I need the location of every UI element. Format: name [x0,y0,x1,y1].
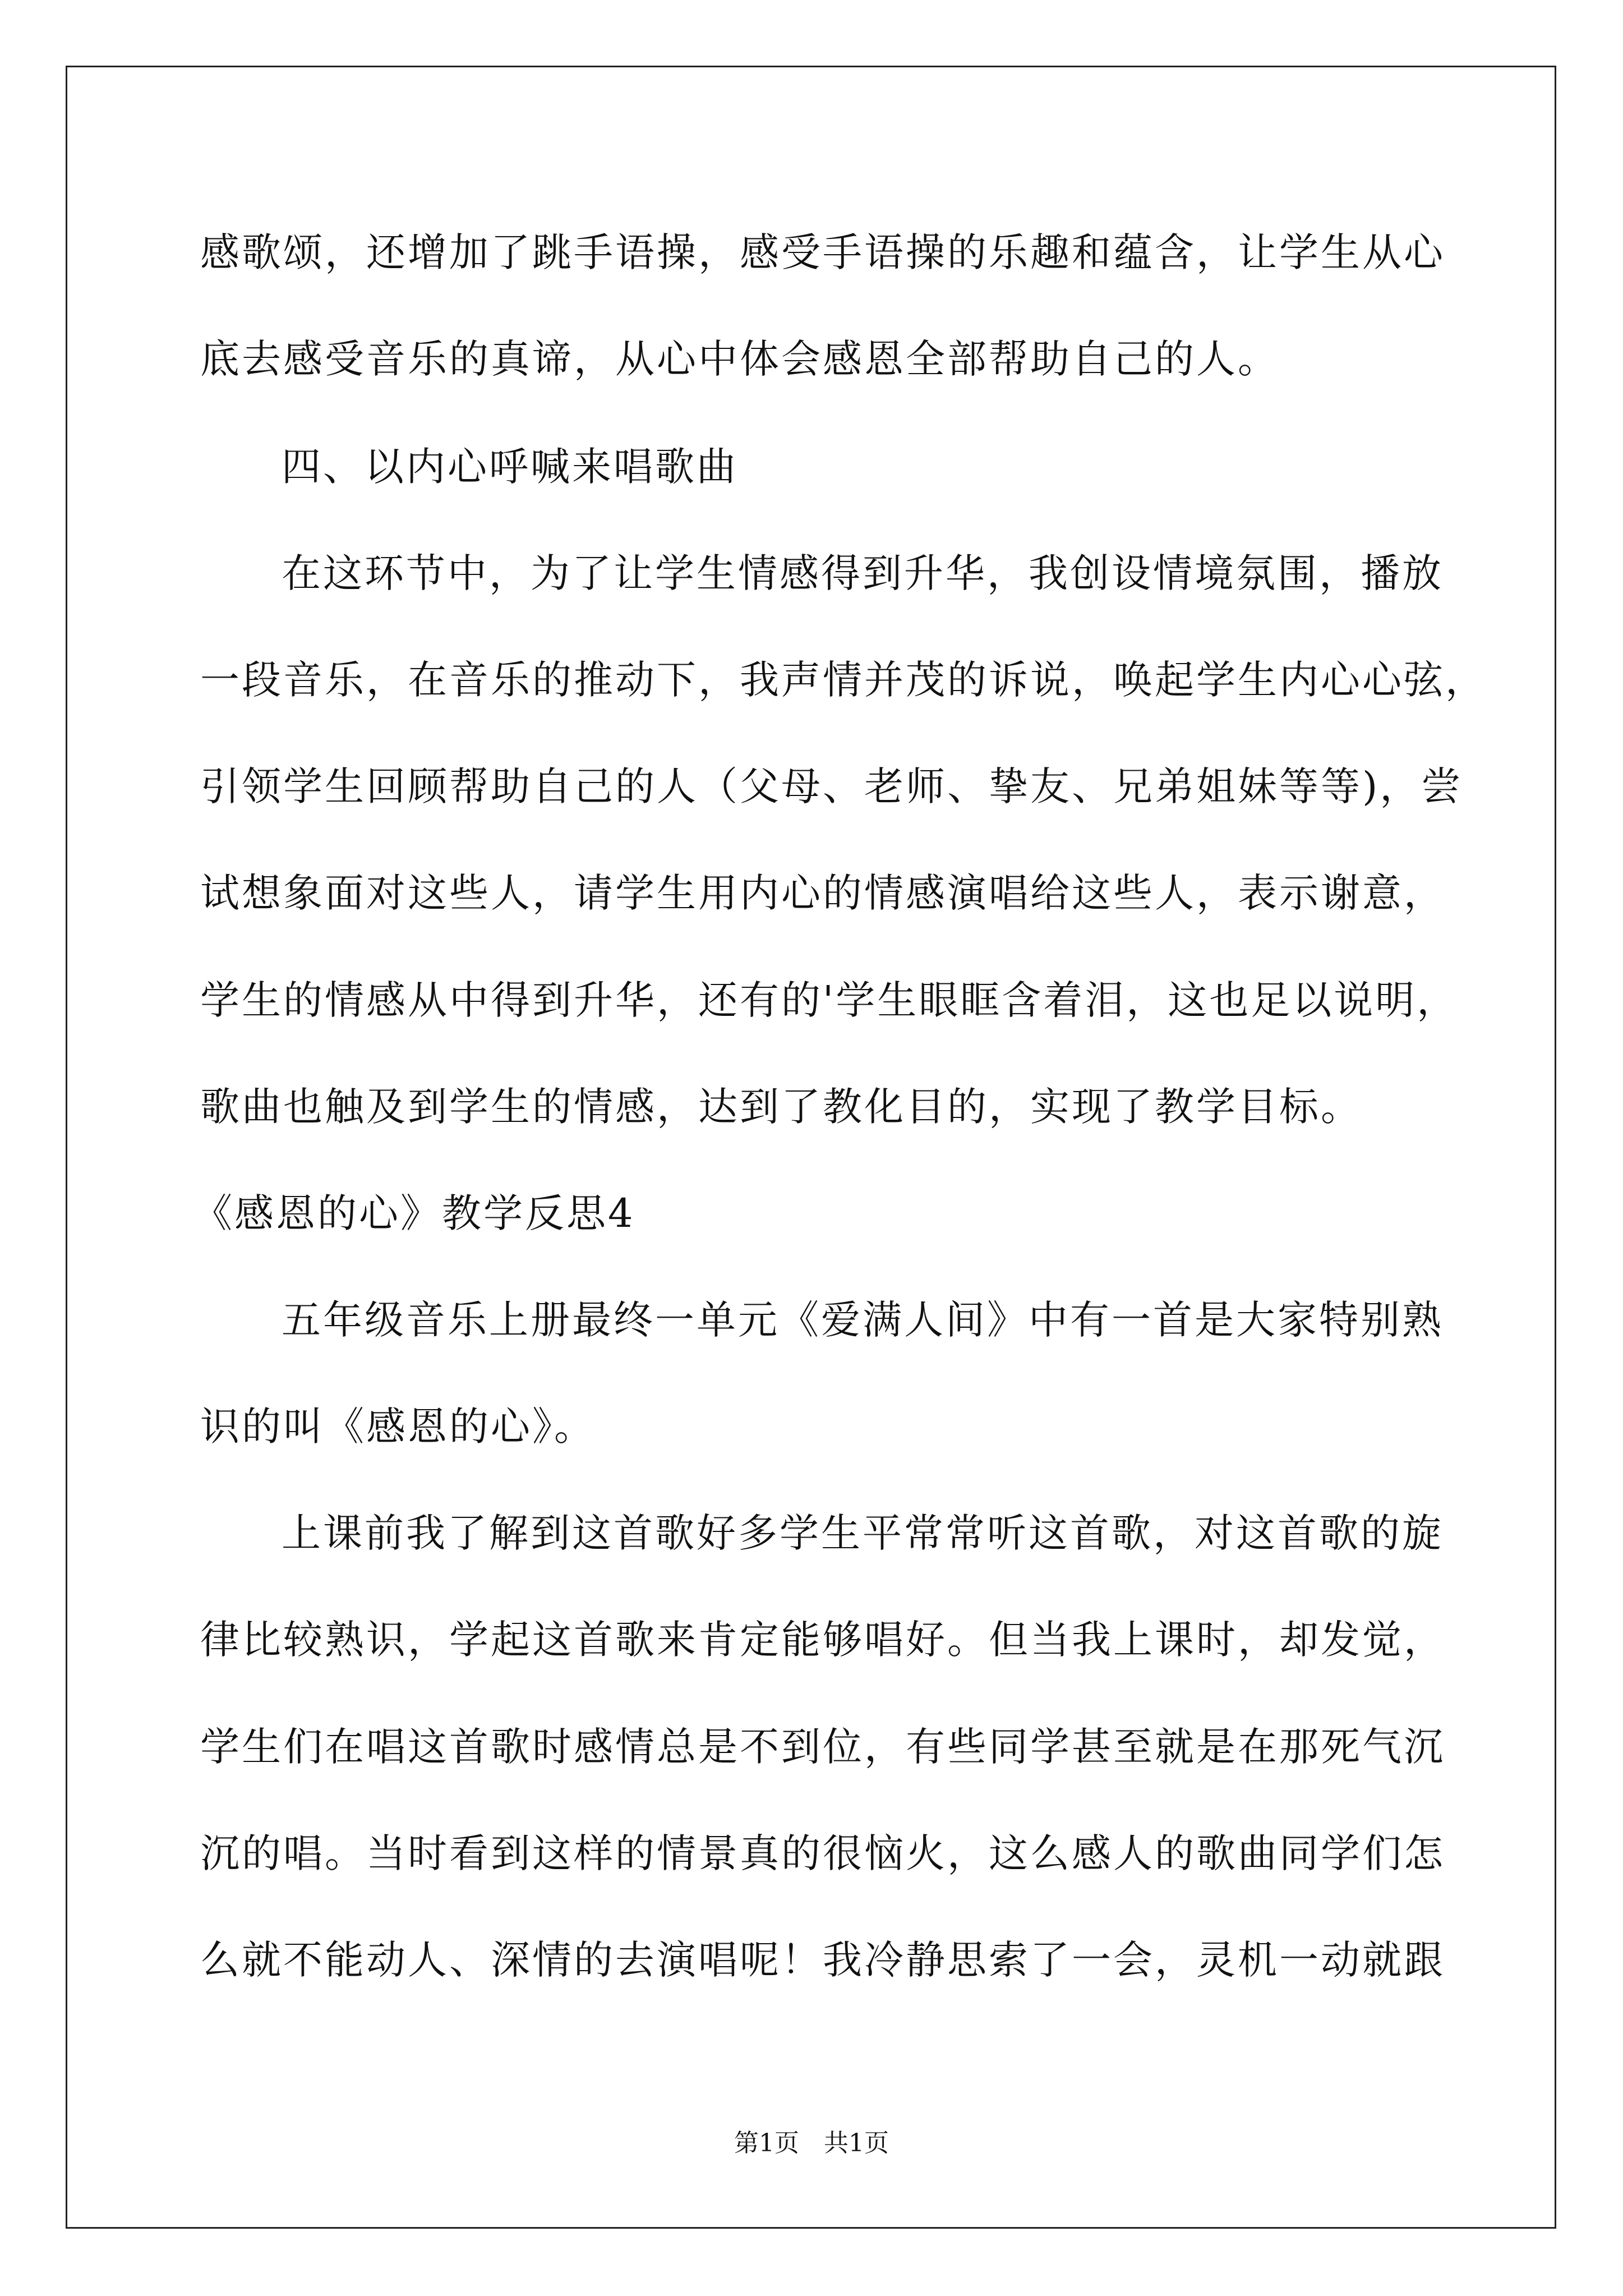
paragraph-line: 律比较熟识，学起这首歌来肯定能够唱好。但当我上课时，却发觉， [200,1617,1445,1663]
paragraph-line: 歌曲也触及到学生的情感，达到了教化目的，实现了教学目标。 [200,1084,1362,1130]
paragraph-line: 试想象面对这些人，请学生用内心的情感演唱给这些人，表示谢意， [200,870,1445,916]
paragraph-line: 学生的情感从中得到升华，还有的'学生眼眶含着泪，这也足以说明， [200,977,1459,1023]
paragraph-line: 感歌颂，还增加了跳手语操，感受手语操的乐趣和蕴含，让学生从心 [200,229,1445,275]
page-border [66,66,1556,2229]
paragraph-line: 识的叫《感恩的心》。 [200,1404,596,1450]
paragraph-line: 在这环节中，为了让学生情感得到升华，我创设情境氛围，播放 [282,550,1444,596]
page-number-footer: 第1页 共1页 [734,2129,889,2157]
section-heading: 四、以内心呼喊来唱歌曲 [282,444,738,490]
article-title: 《感恩的心》教学反思4 [193,1190,635,1236]
paragraph-line: 沉的唱。当时看到这样的情景真的很恼火，这么感人的歌曲同学们怎 [200,1830,1445,1876]
paragraph-line: 么就不能动人、深情的去演唱呢！我冷静思索了一会，灵机一动就跟 [200,1937,1445,1983]
paragraph-line: 上课前我了解到这首歌好多学生平常常听这首歌，对这首歌的旋 [282,1510,1444,1556]
paragraph-line: 五年级音乐上册最终一单元《爱满人间》中有一首是大家特别熟 [282,1297,1444,1343]
paragraph-line: 底去感受音乐的真谛，从心中体会感恩全部帮助自己的人。 [200,336,1279,382]
paragraph-line: 引领学生回顾帮助自己的人（父母、老师、挚友、兄弟姐妹等等)，尝 [200,763,1463,809]
paragraph-line: 一段音乐，在音乐的推动下，我声情并茂的诉说，唤起学生内心心弦， [200,657,1487,703]
paragraph-line: 学生们在唱这首歌时感情总是不到位，有些同学甚至就是在那死气沉 [200,1724,1445,1770]
